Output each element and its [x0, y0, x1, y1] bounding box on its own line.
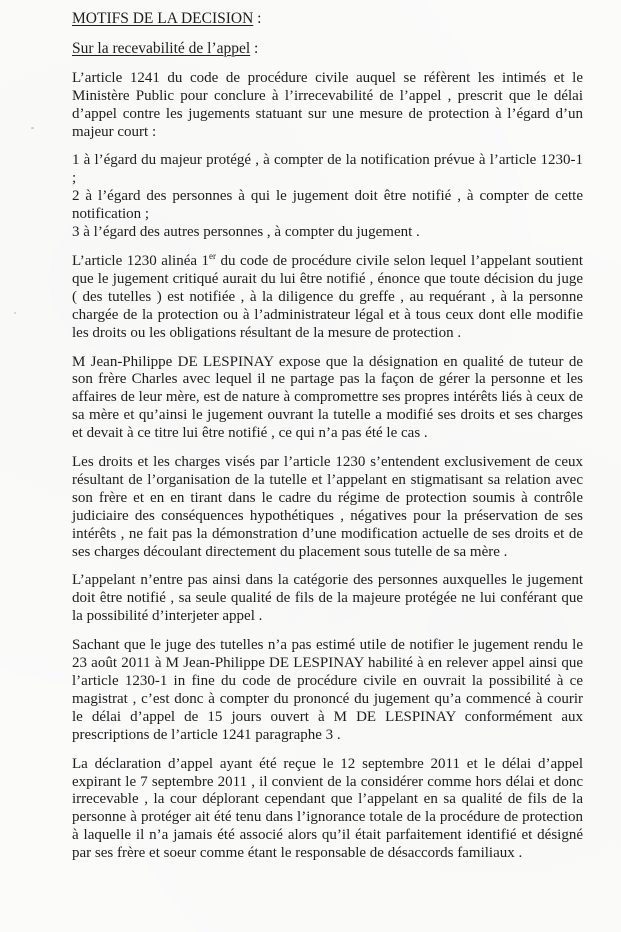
- paragraph-designation-tuteur: M Jean-Philippe DE LESPINAY expose que la désignation en qualité de tuteur de son frère Charles avec lequel il ne partage pas la façon de gérer la personne et les affaires de leur mère, est de nature à compromettre ses propres intérêts liés à ceux de sa mère et qu’ainsi le jugement ouvrant la tutelle a modifié ses droits et ses charges et devait à ce titre lui être notifié , ce qui n’a pas été le cas .: [72, 353, 583, 442]
- paragraph-delai-appel: Sachant que le juge des tutelles n’a pas estimé utile de notifier le jugement rendu le 23 août 2011 à M Jean-Philippe DE LESPINAY habilité à en relever appel ainsi que l’article 1230-1 in fine du code de procédure civile en ouvrait la possibilité à ce magistrat , c’est donc à compter du prononcé du jugement qu’a commencé à courir le délai d’appel de 15 jours ouvert à M DE LESPINAY conformément aux prescriptions de l’article 1241 paragraphe 3 .: [72, 637, 583, 743]
- paragraph-categorie-personnes: L’appelant n’entre pas ainsi dans la catégorie des personnes auxquelles le jugement doit être notifié , sa seule qualité de fils de la majeure protégée ne lui conférant que la possibilité d’interjeter appel .: [72, 572, 583, 625]
- scan-artifact-speck: [31, 127, 34, 129]
- enumeration-list: [72, 152, 583, 242]
- paragraph-article-1230: [72, 250, 584, 343]
- section-heading-colon: :: [250, 39, 259, 57]
- superscript-er: er: [209, 250, 217, 261]
- enumeration-item-1: 1 à l’égard du majeur protégé , à compter de la notification prévue à l’article 1230-1 ;: [72, 152, 583, 187]
- enumeration-item-3: 3 à l’égard des autres personnes , à compter du jugement .: [72, 224, 420, 241]
- section-heading-recevabilite: [72, 40, 583, 58]
- enumeration-item-2: 2 à l’égard des personnes à qui le jugement doit être notifié , à compter de cette notification ;: [72, 188, 583, 223]
- paragraph-article-1230-lead: L’article 1230 alinéa 1: [72, 252, 210, 269]
- document-title: [72, 10, 583, 28]
- section-heading-text: Sur la recevabilité de l’appel: [72, 39, 251, 57]
- paragraph-droits-charges: Les droits et les charges visés par l’article 1230 s’entendent exclusivement de ceux résultant de l’organisation de la tutelle et l’appelant en stigmatisant sa relation avec son frère et en en tirant dans le cadre du régime de protection soumis à contrôle judiciaire des conséquences hypothétiques , négatives pour la préservation de ses intérêts , ne fait pas la démonstration d’une modification actuelle de ses droits et de ses charges découlant directement du placement sous tutelle de sa mère .: [72, 454, 583, 560]
- paragraph-article-1230-body: du code de procédure civile selon lequel l’appelant soutient que le jugement critiqué aurait du lui être notifié , énonce que toute décision du juge ( des tutelles ) est notifiée , à la diligence du greffe , au requérant , à la personne chargée de la protection ou à l’administrateur légal et à tous ceux dont elle modifie les droits ou les obligations résultant de la mesure de protection .: [72, 252, 584, 341]
- scan-artifact-speck: [14, 312, 16, 314]
- document-title-text: MOTIFS DE LA DECISION: [72, 10, 254, 27]
- document-title-colon: :: [253, 10, 262, 27]
- paragraph-declaration-appel: La déclaration d’appel ayant été reçue le 12 septembre 2011 et le délai d’appel expirant le 7 septembre 2011 , il convient de la considérer comme hors délai et donc irrecevable , la cour déplorant cependant que l’appelant en sa qualité de fils de la personne à protéger ait été tenu dans l’ignorance totale de la procédure de protection à laquelle il n’a jamais été associé alors qu’il était parfaitement identifié et désigné par ses frère et soeur comme étant le responsable de désaccords familiaux .: [72, 755, 583, 862]
- paragraph-article-1241: L’article 1241 du code de procédure civile auquel se réfèrent les intimés et le Ministère Public pour conclure à l’irrecevabilité de l’appel , prescrit que le délai d’appel contre les jugements statuant sur une mesure de protection à l’égard d’un majeur court :: [72, 69, 583, 140]
